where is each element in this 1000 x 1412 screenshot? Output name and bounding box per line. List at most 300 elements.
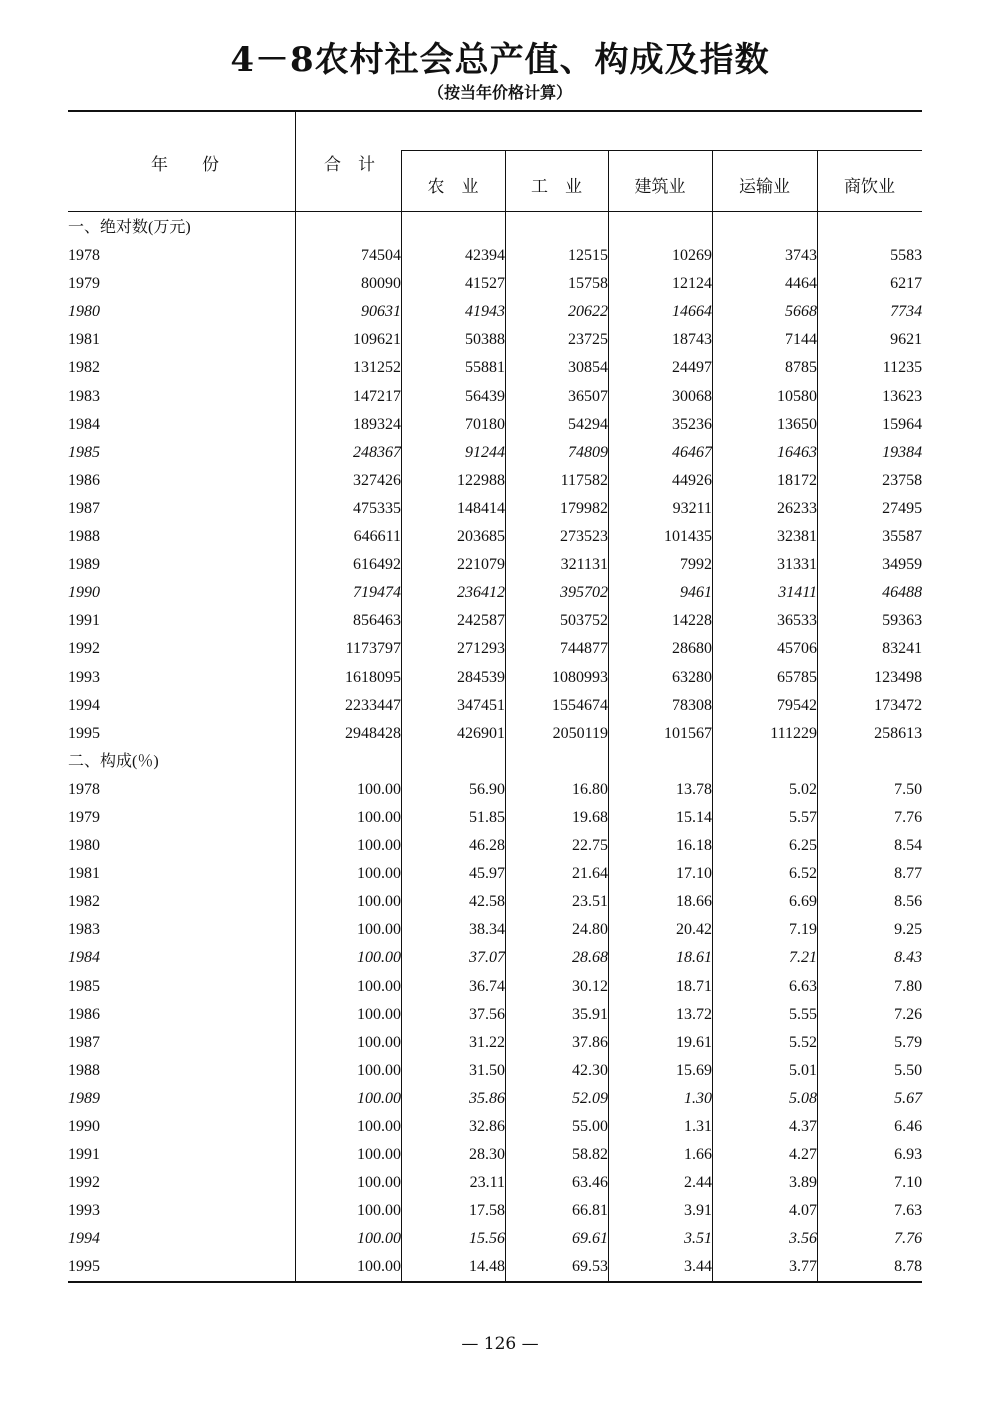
value-cell: 3743 <box>785 247 817 265</box>
value-cell: 6.46 <box>894 1118 923 1135</box>
value-cell: 101435 <box>664 528 712 546</box>
value-cell: 4464 <box>785 275 817 293</box>
value-cell: 37.56 <box>469 1005 505 1023</box>
value-cell: 13.72 <box>676 1005 712 1023</box>
table-row <box>68 242 922 270</box>
table-row <box>68 1253 922 1281</box>
value-cell: 18.71 <box>676 977 712 995</box>
value-cell: 7.76 <box>894 808 923 826</box>
table-row <box>68 467 922 495</box>
header-transport: 运输业 <box>739 177 790 197</box>
value-cell: 30.12 <box>572 977 608 995</box>
value-cell: 16.80 <box>572 780 608 798</box>
table-row <box>68 1085 922 1113</box>
value-cell: 36507 <box>568 387 608 405</box>
value-cell: 46.28 <box>469 837 505 855</box>
value-cell: 8.77 <box>894 865 923 883</box>
value-cell: 20622 <box>568 303 608 321</box>
year-cell: 1991 <box>68 612 100 630</box>
value-cell: 5.50 <box>894 1061 923 1079</box>
value-cell: 83241 <box>882 640 923 658</box>
year-cell: 1987 <box>68 499 100 517</box>
value-cell: 31411 <box>778 584 817 602</box>
value-cell: 63.46 <box>572 1174 608 1192</box>
table-row <box>68 1113 922 1141</box>
value-cell: 3.91 <box>684 1202 712 1220</box>
value-cell: 17.10 <box>676 865 712 883</box>
value-cell: 69.61 <box>572 1230 608 1248</box>
value-cell: 11235 <box>882 359 923 377</box>
value-cell: 36533 <box>777 612 817 630</box>
value-cell: 6.93 <box>894 1146 923 1164</box>
year-cell: 1989 <box>68 1089 100 1107</box>
value-cell: 63280 <box>672 668 712 686</box>
value-cell: 100.00 <box>357 1033 401 1051</box>
table-row <box>68 1057 922 1085</box>
value-cell: 7.63 <box>894 1202 923 1220</box>
value-cell: 173472 <box>874 696 923 714</box>
year-cell: 1983 <box>68 921 100 939</box>
value-cell: 13623 <box>882 387 923 405</box>
value-cell: 100.00 <box>357 808 401 826</box>
table-row <box>68 776 922 804</box>
year-cell: 1987 <box>68 1033 100 1051</box>
value-cell: 8.78 <box>894 1258 923 1276</box>
table-row <box>68 298 922 326</box>
value-cell: 4.27 <box>789 1146 817 1164</box>
value-cell: 31.22 <box>469 1033 505 1051</box>
table-row <box>68 1197 922 1225</box>
value-cell: 14228 <box>672 612 712 630</box>
value-cell: 100.00 <box>357 977 401 995</box>
year-cell: 1995 <box>68 724 100 742</box>
value-cell: 7.21 <box>789 949 817 967</box>
year-cell: 1993 <box>68 668 100 686</box>
value-cell: 15.69 <box>676 1061 712 1079</box>
value-cell: 69.53 <box>572 1258 608 1276</box>
value-cell: 5583 <box>890 247 923 265</box>
data-table-body <box>68 214 922 1282</box>
year-cell: 1994 <box>68 696 100 714</box>
value-cell: 36.74 <box>469 977 505 995</box>
value-cell: 18172 <box>777 471 817 489</box>
value-cell: 8.43 <box>894 949 923 967</box>
value-cell: 15758 <box>568 275 608 293</box>
value-cell: 24497 <box>672 359 712 377</box>
value-cell: 15.56 <box>469 1230 505 1248</box>
value-cell: 6.25 <box>789 837 817 855</box>
year-cell: 1981 <box>68 865 100 883</box>
value-cell: 78308 <box>672 696 712 714</box>
value-cell: 123498 <box>874 668 923 686</box>
value-cell: 7.19 <box>789 921 817 939</box>
section-header-row <box>68 214 922 242</box>
value-cell: 32.86 <box>469 1118 505 1135</box>
table-row <box>68 804 922 832</box>
page-subtitle: （按当年价格计算） <box>427 83 572 102</box>
value-cell: 31.50 <box>469 1061 505 1079</box>
table-row <box>68 383 922 411</box>
year-cell: 1990 <box>68 1118 100 1135</box>
value-cell: 258613 <box>874 724 923 742</box>
value-cell: 7144 <box>785 331 817 349</box>
year-cell: 1990 <box>68 584 100 602</box>
value-cell: 221079 <box>457 556 505 574</box>
section-header-row <box>68 748 922 776</box>
value-cell: 7.80 <box>894 977 923 995</box>
value-cell: 189324 <box>353 415 401 433</box>
value-cell: 55.00 <box>572 1118 608 1135</box>
value-cell: 23725 <box>568 331 608 349</box>
year-cell: 1988 <box>68 528 100 546</box>
value-cell: 7.50 <box>894 780 923 798</box>
value-cell: 117582 <box>560 471 608 489</box>
value-cell: 2233447 <box>345 696 401 714</box>
year-cell: 1982 <box>68 893 100 911</box>
year-cell: 1994 <box>68 1230 100 1248</box>
year-cell: 1986 <box>68 471 100 489</box>
value-cell: 2948428 <box>345 724 401 742</box>
table-row <box>68 664 922 692</box>
value-cell: 7.10 <box>894 1174 923 1192</box>
value-cell: 100.00 <box>357 1005 401 1023</box>
value-cell: 9461 <box>680 584 712 602</box>
page-title: 4－8农村社会总产值、构成及指数 <box>230 40 770 80</box>
value-cell: 59363 <box>882 612 923 630</box>
section-label: 一、绝对数(万元) <box>68 219 191 236</box>
value-cell: 7992 <box>680 556 712 574</box>
value-cell: 13650 <box>777 415 817 433</box>
value-cell: 475335 <box>353 499 401 517</box>
table-row <box>68 1169 922 1197</box>
value-cell: 28.30 <box>469 1146 505 1164</box>
table-row <box>68 860 922 888</box>
value-cell: 91244 <box>465 443 505 461</box>
value-cell: 42394 <box>465 247 505 265</box>
table-row <box>68 495 922 523</box>
value-cell: 100.00 <box>357 893 401 911</box>
value-cell: 70180 <box>465 415 505 433</box>
value-cell: 38.34 <box>469 921 505 939</box>
value-cell: 5.52 <box>789 1033 817 1051</box>
table-row <box>68 579 922 607</box>
value-cell: 14664 <box>672 303 712 321</box>
value-cell: 19384 <box>882 443 923 461</box>
value-cell: 13.78 <box>676 780 712 798</box>
year-cell: 1981 <box>68 331 100 349</box>
table-row <box>68 1225 922 1253</box>
value-cell: 2.44 <box>684 1174 712 1192</box>
value-cell: 5.57 <box>789 808 817 826</box>
value-cell: 35.86 <box>469 1089 505 1107</box>
table-row <box>68 270 922 298</box>
header-year: 年 份 <box>151 155 219 175</box>
value-cell: 503752 <box>560 612 608 630</box>
value-cell: 426901 <box>457 724 505 742</box>
year-cell: 1992 <box>68 1174 100 1192</box>
value-cell: 30854 <box>568 359 608 377</box>
year-cell: 1980 <box>68 837 100 855</box>
value-cell: 17.58 <box>469 1202 505 1220</box>
header-construction: 建筑业 <box>634 177 686 197</box>
value-cell: 80090 <box>361 275 401 293</box>
value-cell: 10269 <box>672 247 712 265</box>
value-cell: 1080993 <box>552 668 608 686</box>
header-industry: 工 业 <box>531 177 582 197</box>
value-cell: 5.01 <box>789 1061 817 1079</box>
value-cell: 79542 <box>777 696 817 714</box>
value-cell: 23.11 <box>469 1174 505 1192</box>
value-cell: 3.89 <box>789 1174 817 1192</box>
value-cell: 8.56 <box>894 893 923 911</box>
value-cell: 56.90 <box>469 780 505 798</box>
value-cell: 100.00 <box>357 837 401 855</box>
table-row <box>68 607 922 635</box>
table-row <box>68 551 922 579</box>
value-cell: 50388 <box>465 331 505 349</box>
value-cell: 3.77 <box>789 1258 817 1276</box>
value-cell: 8.54 <box>894 837 923 855</box>
value-cell: 111229 <box>770 724 817 742</box>
value-cell: 100.00 <box>357 1202 401 1220</box>
value-cell: 5.79 <box>894 1033 923 1051</box>
table-row <box>68 326 922 354</box>
value-cell: 719474 <box>353 584 401 602</box>
value-cell: 179982 <box>560 499 608 517</box>
value-cell: 6217 <box>890 275 923 293</box>
value-cell: 100.00 <box>357 780 401 798</box>
table-row <box>68 439 922 467</box>
section-label: 二、构成(％) <box>68 752 159 770</box>
value-cell: 10580 <box>777 387 817 405</box>
value-cell: 45.97 <box>469 865 505 883</box>
year-cell: 1989 <box>68 556 100 574</box>
value-cell: 26233 <box>777 499 817 517</box>
value-cell: 15.14 <box>676 808 712 826</box>
value-cell: 51.85 <box>469 808 505 826</box>
value-cell: 52.09 <box>572 1089 608 1107</box>
value-cell: 3.56 <box>789 1230 817 1248</box>
value-cell: 41943 <box>465 303 505 321</box>
value-cell: 236412 <box>457 584 505 602</box>
value-cell: 3.51 <box>684 1230 712 1248</box>
value-cell: 23758 <box>882 471 923 489</box>
value-cell: 100.00 <box>357 1258 401 1276</box>
value-cell: 41527 <box>465 275 505 293</box>
value-cell: 37.86 <box>572 1033 608 1051</box>
year-cell: 1978 <box>68 247 100 265</box>
table-row <box>68 1029 922 1057</box>
table-row <box>68 832 922 860</box>
value-cell: 321131 <box>560 556 608 574</box>
value-cell: 56439 <box>465 387 505 405</box>
table-row <box>68 916 922 944</box>
value-cell: 7.76 <box>894 1230 923 1248</box>
table-row <box>68 523 922 551</box>
header-bottom-rule <box>68 211 922 212</box>
value-cell: 148414 <box>457 499 505 517</box>
value-cell: 93211 <box>672 499 712 517</box>
value-cell: 9.25 <box>894 921 923 939</box>
value-cell: 18.66 <box>676 893 712 911</box>
year-cell: 1984 <box>68 949 100 967</box>
year-cell: 1980 <box>68 303 100 321</box>
value-cell: 273523 <box>560 528 608 546</box>
value-cell: 6.69 <box>789 893 817 911</box>
value-cell: 35587 <box>882 528 923 546</box>
table-row <box>68 973 922 1001</box>
value-cell: 18743 <box>672 331 712 349</box>
table-row <box>68 944 922 972</box>
value-cell: 8785 <box>785 359 817 377</box>
value-cell: 2050119 <box>552 724 608 742</box>
value-cell: 23.51 <box>572 893 608 911</box>
year-cell: 1982 <box>68 359 100 377</box>
value-cell: 5.67 <box>894 1089 923 1107</box>
value-cell: 100.00 <box>357 1230 401 1248</box>
year-cell: 1992 <box>68 640 100 658</box>
value-cell: 20.42 <box>676 921 712 939</box>
value-cell: 22.75 <box>572 837 608 855</box>
value-cell: 100.00 <box>357 1089 401 1107</box>
value-cell: 19.68 <box>572 808 608 826</box>
value-cell: 109621 <box>353 331 401 349</box>
table-row <box>68 888 922 916</box>
value-cell: 395702 <box>560 584 608 602</box>
table-row <box>68 354 922 382</box>
value-cell: 15964 <box>882 415 923 433</box>
value-cell: 203685 <box>457 528 505 546</box>
value-cell: 147217 <box>353 387 401 405</box>
value-cell: 32381 <box>777 528 817 546</box>
value-cell: 46467 <box>672 443 712 461</box>
year-cell: 1978 <box>68 780 100 798</box>
table-row <box>68 411 922 439</box>
value-cell: 242587 <box>457 612 505 630</box>
value-cell: 616492 <box>353 556 401 574</box>
value-cell: 16463 <box>777 443 817 461</box>
value-cell: 5668 <box>785 303 817 321</box>
value-cell: 34959 <box>882 556 923 574</box>
year-cell: 1985 <box>68 977 100 995</box>
value-cell: 1554674 <box>552 696 608 714</box>
year-cell: 1991 <box>68 1146 100 1164</box>
value-cell: 4.37 <box>789 1118 817 1135</box>
value-cell: 74809 <box>568 443 608 461</box>
value-cell: 44926 <box>672 471 712 489</box>
value-cell: 101567 <box>664 724 712 742</box>
value-cell: 7734 <box>890 303 923 321</box>
value-cell: 4.07 <box>789 1202 817 1220</box>
value-cell: 100.00 <box>357 1061 401 1079</box>
header-commerce: 商饮业 <box>844 177 895 197</box>
value-cell: 646611 <box>353 528 401 546</box>
value-cell: 55881 <box>465 359 505 377</box>
header-total: 合 计 <box>324 155 375 175</box>
header-agriculture: 农 业 <box>427 177 479 197</box>
year-cell: 1979 <box>68 275 100 293</box>
value-cell: 100.00 <box>357 1146 401 1164</box>
value-cell: 100.00 <box>357 921 401 939</box>
value-cell: 37.07 <box>469 949 505 967</box>
year-cell: 1983 <box>68 387 100 405</box>
table-row <box>68 635 922 663</box>
value-cell: 856463 <box>353 612 401 630</box>
value-cell: 46488 <box>882 584 923 602</box>
value-cell: 65785 <box>777 668 817 686</box>
value-cell: 7.26 <box>894 1005 923 1023</box>
value-cell: 5.02 <box>789 780 817 798</box>
value-cell: 42.58 <box>469 893 505 911</box>
table-row <box>68 692 922 720</box>
year-cell: 1995 <box>68 1258 100 1276</box>
value-cell: 16.18 <box>676 837 712 855</box>
value-cell: 90631 <box>361 303 401 321</box>
table-row <box>68 1001 922 1029</box>
value-cell: 30068 <box>672 387 712 405</box>
value-cell: 122988 <box>457 471 505 489</box>
header-sub-rule <box>401 150 922 151</box>
value-cell: 31331 <box>777 556 817 574</box>
value-cell: 100.00 <box>357 1174 401 1192</box>
table-top-rule <box>68 110 922 112</box>
value-cell: 1618095 <box>345 668 401 686</box>
value-cell: 66.81 <box>572 1202 608 1220</box>
table-row <box>68 720 922 748</box>
value-cell: 5.08 <box>789 1089 817 1107</box>
value-cell: 327426 <box>353 471 401 489</box>
value-cell: 9621 <box>890 331 923 349</box>
value-cell: 1.30 <box>684 1089 712 1107</box>
value-cell: 12515 <box>568 247 608 265</box>
value-cell: 744877 <box>560 640 608 658</box>
value-cell: 12124 <box>672 275 712 293</box>
value-cell: 1173797 <box>345 640 401 658</box>
table-row <box>68 1141 922 1169</box>
value-cell: 28.68 <box>572 949 608 967</box>
value-cell: 284539 <box>457 668 505 686</box>
value-cell: 248367 <box>353 443 401 461</box>
page-number: — 126 — <box>461 1334 539 1354</box>
value-cell: 3.44 <box>684 1258 712 1276</box>
value-cell: 21.64 <box>572 865 608 883</box>
value-cell: 42.30 <box>572 1061 608 1079</box>
value-cell: 58.82 <box>572 1146 608 1164</box>
value-cell: 1.66 <box>684 1146 712 1164</box>
value-cell: 54294 <box>568 415 608 433</box>
value-cell: 74504 <box>361 247 401 265</box>
value-cell: 24.80 <box>572 921 608 939</box>
value-cell: 131252 <box>353 359 401 377</box>
value-cell: 1.31 <box>684 1118 712 1135</box>
value-cell: 35236 <box>672 415 712 433</box>
value-cell: 35.91 <box>572 1005 608 1023</box>
value-cell: 19.61 <box>676 1033 712 1051</box>
year-cell: 1984 <box>68 415 100 433</box>
value-cell: 271293 <box>457 640 505 658</box>
value-cell: 100.00 <box>357 949 401 967</box>
value-cell: 6.63 <box>789 977 817 995</box>
year-cell: 1979 <box>68 808 100 826</box>
data-table <box>68 214 922 1282</box>
year-cell: 1988 <box>68 1061 100 1079</box>
year-cell: 1985 <box>68 443 100 461</box>
value-cell: 100.00 <box>357 1118 401 1135</box>
year-cell: 1986 <box>68 1005 100 1023</box>
value-cell: 28680 <box>672 640 712 658</box>
value-cell: 6.52 <box>789 865 817 883</box>
value-cell: 5.55 <box>789 1005 817 1023</box>
